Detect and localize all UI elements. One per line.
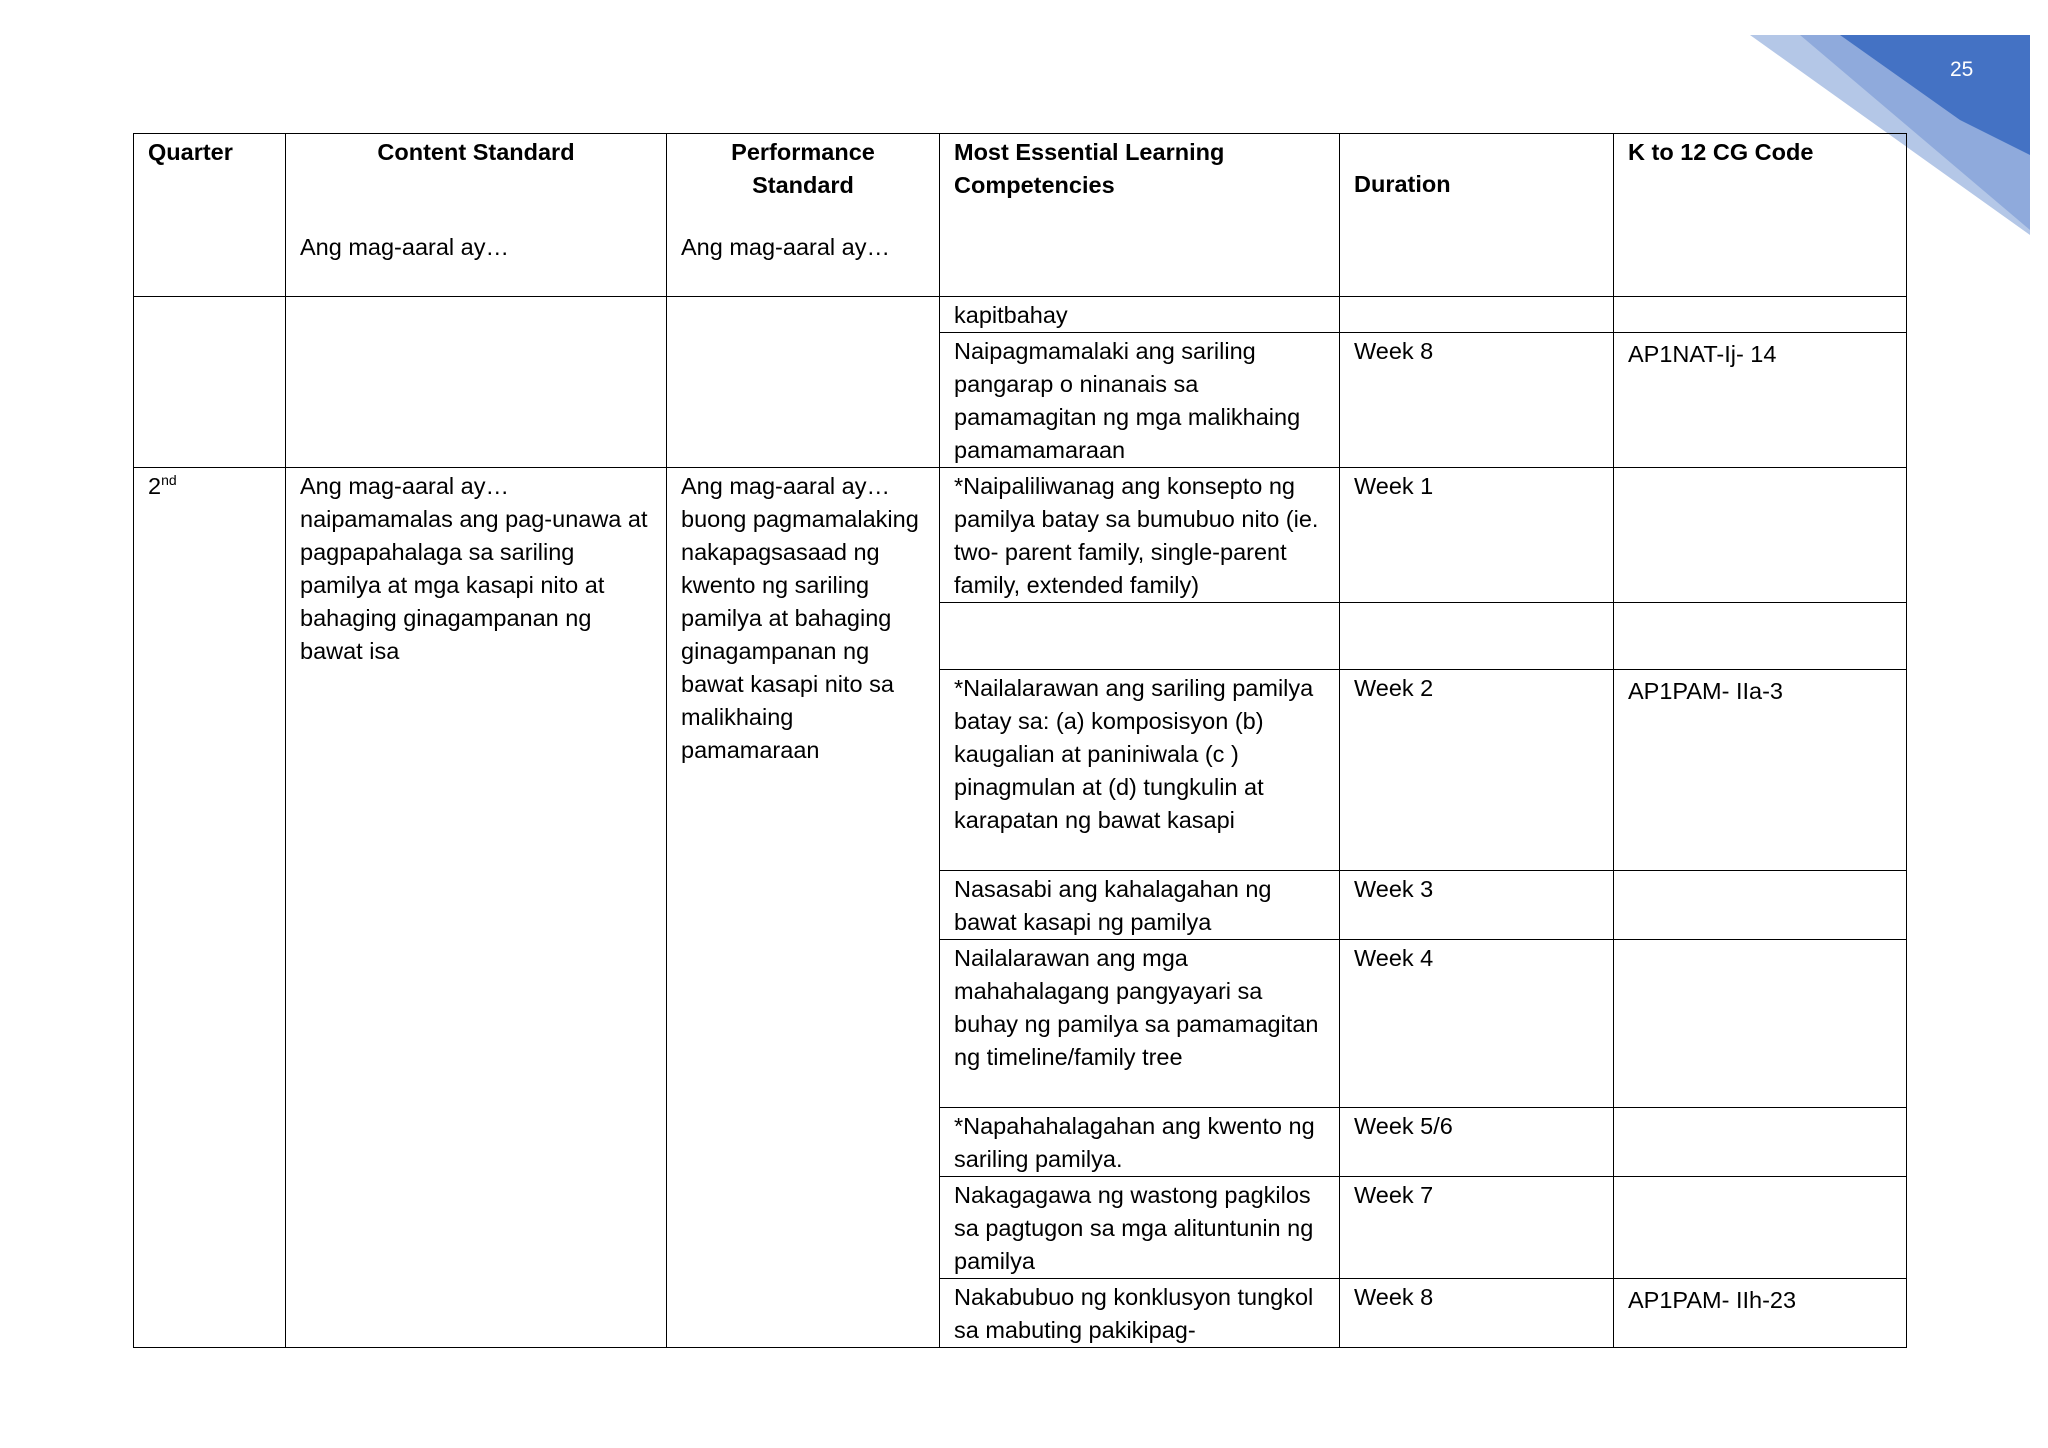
header-content-standard: Content Standard Ang mag-aaral ay… (286, 134, 667, 297)
melc-cell: Nasasabi ang kahalagahan ng bawat kasapi ng pamilya (940, 871, 1340, 940)
q1-quarter-cell (134, 297, 286, 468)
duration-cell: Week 5/6 (1340, 1108, 1614, 1177)
q2-performance-standard-cell: Ang mag-aaral ay… buong pagmamalaking nakapagsasaad ng kwento ng sariling pamilya at bahaging ginagampanan ng bawat kasapi nito sa malikhaing pamamaraan (667, 468, 940, 1348)
duration-cell: Week 8 (1340, 333, 1614, 468)
duration-cell (1340, 297, 1614, 333)
melc-cell (940, 603, 1340, 670)
code-cell: AP1PAM- IIa-3 (1614, 670, 1907, 871)
code-cell (1614, 871, 1907, 940)
header-content-subtitle: Ang mag-aaral ay… (300, 234, 509, 260)
duration-cell: Week 7 (1340, 1177, 1614, 1279)
code-cell (1614, 940, 1907, 1108)
q1-performance-cell (667, 297, 940, 468)
melc-cell: Nailalarawan ang mga mahahalagang pangyayari sa buhay ng pamilya sa pamamagitan ng timeline/family tree (940, 940, 1340, 1108)
curriculum-table (133, 133, 1907, 1348)
code-cell (1614, 1177, 1907, 1279)
duration-cell: Week 2 (1340, 670, 1614, 871)
code-cell (1614, 1108, 1907, 1177)
q2-content-standard-cell: Ang mag-aaral ay… naipamamalas ang pag-unawa at pagpapahalaga sa sariling pamilya at mga kasapi nito at bahaging ginagampanan ng bawat isa (286, 468, 667, 1348)
melc-cell: *Napahahalagahan ang kwento ng sariling pamilya. (940, 1108, 1340, 1177)
melc-cell: Nakabubuo ng konklusyon tungkol sa mabuting pakikipag- (940, 1279, 1340, 1348)
table-header-row (134, 134, 1907, 297)
q1-content-cell (286, 297, 667, 468)
melc-cell: Nakagagawa ng wastong pagkilos sa pagtugon sa mga alituntunin ng pamilya (940, 1177, 1340, 1279)
duration-cell: Week 8 (1340, 1279, 1614, 1348)
melc-cell: kapitbahay (940, 297, 1340, 333)
code-cell: AP1PAM- IIh-23 (1614, 1279, 1907, 1348)
melc-cell: Naipagmamalaki ang sariling pangarap o ninanais sa pamamagitan ng mga malikhaing pamamamaraan (940, 333, 1340, 468)
header-code: K to 12 CG Code (1614, 134, 1907, 297)
table-row (134, 468, 1907, 603)
melc-cell: *Naipaliliwanag ang konsepto ng pamilya batay sa bumubuo nito (ie. two- parent family, single-parent family, extended family) (940, 468, 1340, 603)
code-cell (1614, 297, 1907, 333)
duration-cell (1340, 603, 1614, 670)
code-cell (1614, 468, 1907, 603)
duration-cell: Week 4 (1340, 940, 1614, 1108)
code-cell: AP1NAT-Ij- 14 (1614, 333, 1907, 468)
duration-cell: Week 3 (1340, 871, 1614, 940)
duration-cell: Week 1 (1340, 468, 1614, 603)
header-duration: Duration (1340, 134, 1614, 297)
header-quarter: Quarter (134, 134, 286, 297)
header-performance-standard: Performance Standard Ang mag-aaral ay… (667, 134, 940, 297)
header-melc: Most Essential Learning Competencies (940, 134, 1340, 297)
page-number: 25 (1950, 58, 1974, 81)
melc-cell: *Nailalarawan ang sariling pamilya batay sa: (a) komposisyon (b) kaugalian at paniniwala (c ) pinagmulan at (d) tungkulin at karapatan ng bawat kasapi (940, 670, 1340, 871)
code-cell (1614, 603, 1907, 670)
q2-quarter-cell: 2nd (134, 468, 286, 1348)
header-performance-subtitle: Ang mag-aaral ay… (681, 234, 890, 260)
table-row (134, 297, 1907, 333)
